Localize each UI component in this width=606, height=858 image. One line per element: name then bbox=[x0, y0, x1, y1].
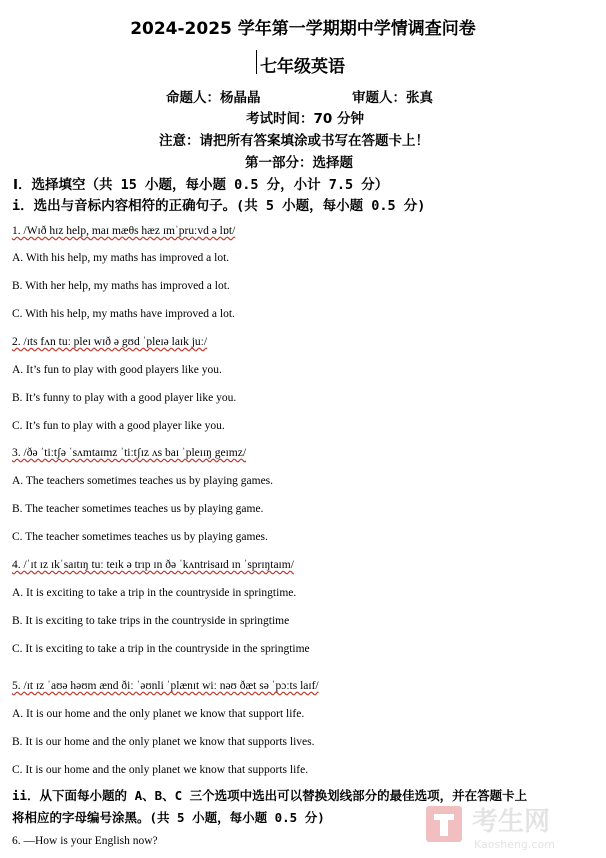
question-2-option-a: A. It’s fun to play with good players like you. bbox=[12, 364, 222, 376]
page-title: 2024-2025 学年第一学期期中学情调查问卷 bbox=[130, 19, 476, 39]
subsection-1-title: i．选出与音标内容相符的正确句子。(共 5 小题，每小题 0.5 分) bbox=[12, 198, 426, 214]
question-2-stem: 2. /ɪts fʌn tuː pleɪ wɪð ə gʊd ˈpleɪə laɪk juː/ bbox=[12, 336, 208, 348]
watermark-mark-icon bbox=[422, 790, 606, 854]
watermark-en: Kaosheng.com bbox=[474, 838, 555, 851]
exam-time: 考试时间：70 分钟 bbox=[246, 111, 364, 127]
question-4-option-c: C. It is exciting to take a trip in the countryside in the springtime bbox=[12, 643, 310, 655]
question-5-option-b: B. It is our home and the only planet we know that supports lives. bbox=[12, 736, 315, 748]
grade-title: 七年级英语 bbox=[260, 57, 345, 77]
question-1-stem: 1. /Wɪð hɪz help, maɪ mæθs hæz ɪmˈpruːvd ə lɒt/ bbox=[12, 225, 236, 237]
part-heading: 第一部分：选择题 bbox=[245, 155, 353, 171]
question-2-option-c: C. It’s fun to play with a good player like you. bbox=[12, 420, 225, 432]
question-1-option-b: B. With her help, my maths has improved a lot. bbox=[12, 280, 230, 292]
question-4-option-b: B. It is exciting to take trips in the countryside in springtime bbox=[12, 615, 290, 627]
question-1-option-c: C. With his help, my maths have improved a lot. bbox=[12, 308, 235, 320]
text-cursor bbox=[256, 50, 257, 74]
question-3-option-c: C. The teacher sometimes teaches us by playing games. bbox=[12, 531, 268, 543]
question-4-stem: 4. /ˈɪt ɪz ɪkˈsaɪtɪŋ tuː teɪk ə trɪp ɪn ðə ˈkʌntrisaɪd ɪn ˈsprɪŋtaɪm/ bbox=[12, 559, 294, 571]
notice: 注意：请把所有答案填涂或书写在答题卡上！ bbox=[159, 133, 429, 149]
question-5-option-a: A. It is our home and the only planet we know that support life. bbox=[12, 708, 305, 720]
subsection-2-title-line2: 将相应的字母编号涂黑。(共 5 小题，每小题 0.5 分) bbox=[12, 810, 325, 825]
question-3-option-b: B. The teacher sometimes teaches us by playing game. bbox=[12, 503, 264, 515]
subsection-2-title-line1: ii．从下面每小题的 A、B、C 三个选项中选出可以替换划线部分的最佳选项，并在答题卡上 bbox=[12, 788, 528, 803]
question-6-stem: 6. —How is your English now? bbox=[12, 835, 158, 847]
question-5-stem: 5. /ɪt ɪz ˈaʊə həʊm ænd ðiː ˈəʊnli ˈplænɪt wiː nəʊ ðæt sə ˈpɔːts laɪf/ bbox=[12, 680, 319, 692]
section-1-title: Ⅰ．选择填空（共 15 小题，每小题 0.5 分，小计 7.5 分） bbox=[13, 177, 389, 193]
question-1-option-a: A. With his help, my maths has improved a lot. bbox=[12, 252, 230, 264]
setter-label: 命题人：杨晶晶 bbox=[166, 90, 261, 106]
watermark-logo bbox=[422, 790, 606, 854]
question-2-option-b: B. It’s funny to play with a good player like you. bbox=[12, 392, 237, 404]
watermark-cn: 考生网 bbox=[472, 807, 551, 837]
reviewer-label: 审题人：张真 bbox=[352, 90, 433, 106]
question-4-option-a: A. It is exciting to take a trip in the countryside in springtime. bbox=[12, 587, 297, 599]
question-3-stem: 3. /ðə ˈtiːtʃə ˈsʌmtaɪmz ˈtiːtʃɪz ʌs baɪ ˈpleɪɪŋ geɪmz/ bbox=[12, 447, 247, 459]
question-5-option-c: C. It is our home and the only planet we know that supports life. bbox=[12, 764, 309, 776]
question-3-option-a: A. The teachers sometimes teaches us by playing games. bbox=[12, 475, 274, 487]
